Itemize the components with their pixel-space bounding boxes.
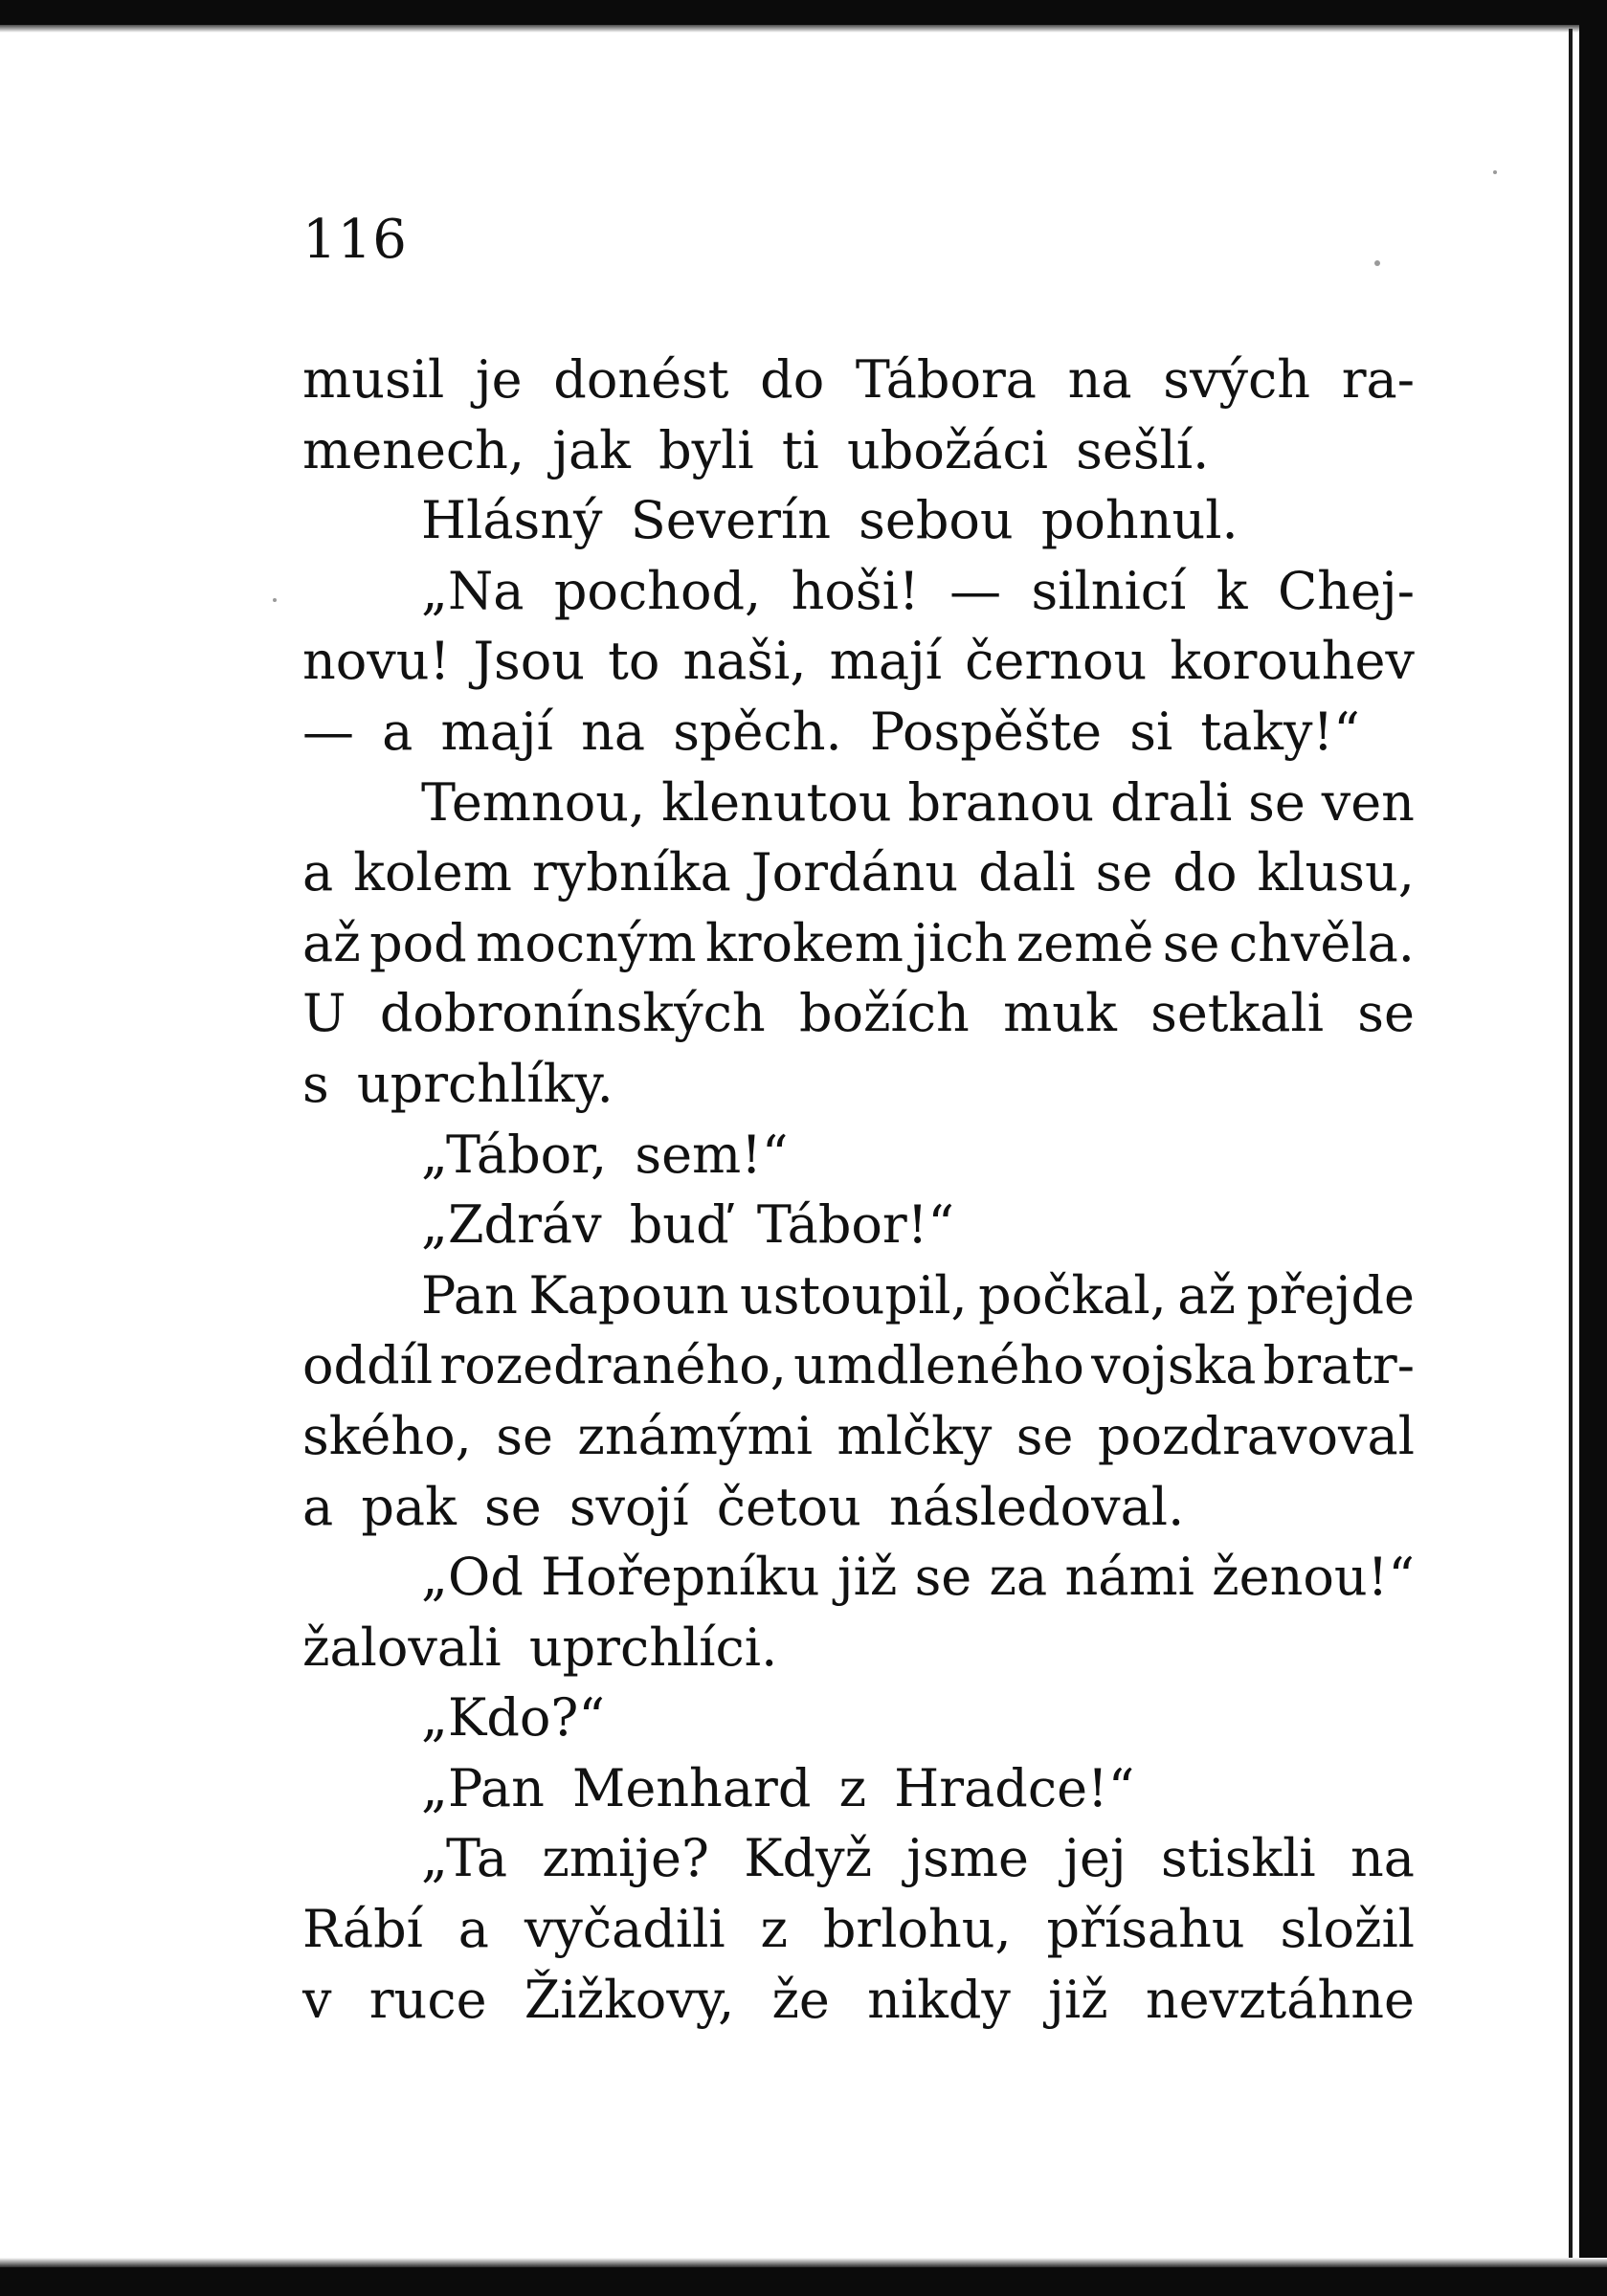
word: Hořepníku	[541, 1547, 820, 1608]
word: vojska	[1091, 1335, 1257, 1396]
text-line	[302, 1894, 1415, 1965]
scan-speck	[1493, 170, 1497, 174]
word: se	[496, 1405, 553, 1466]
scan-top-border	[0, 0, 1607, 25]
word: novu!	[302, 631, 451, 692]
text-line: „Pan Menhard z Hradce!“	[421, 1757, 1135, 1818]
word: —	[949, 560, 1002, 621]
word: námi	[1064, 1547, 1194, 1608]
word: ženou!“	[1212, 1547, 1415, 1608]
text-line	[302, 1823, 1415, 1894]
word: rozedraného,	[439, 1335, 787, 1396]
word: svých	[1163, 349, 1311, 410]
scan-bottom-shadow	[0, 2258, 1607, 2267]
text-line	[302, 626, 1415, 697]
word: Chej-	[1277, 560, 1415, 621]
word: rybníka	[532, 842, 731, 903]
text-line	[302, 345, 1415, 415]
text-line	[302, 837, 1415, 908]
word: „Ta	[421, 1828, 508, 1889]
text-line: „Kdo?“	[421, 1687, 605, 1749]
word: umdleného	[793, 1335, 1084, 1396]
word: naši,	[682, 631, 807, 692]
word: se	[1016, 1405, 1074, 1466]
word: U	[302, 983, 346, 1044]
text-line	[302, 1401, 1415, 1472]
word: pod	[369, 912, 467, 973]
word: Temnou,	[421, 771, 646, 833]
word: že	[771, 1969, 830, 2030]
word: až	[1177, 1264, 1236, 1326]
text-line: „Tábor, sem!“	[421, 1124, 789, 1185]
text-line	[302, 1330, 1415, 1401]
word: silnicí	[1031, 560, 1187, 621]
word: klenutou	[661, 771, 892, 833]
word: ra-	[1341, 349, 1415, 410]
scan-right-rule	[1569, 29, 1573, 2296]
word: černou	[965, 631, 1148, 692]
text-line: žalovali uprchlíci.	[302, 1616, 778, 1678]
word: země	[1016, 912, 1154, 973]
word: se	[1357, 983, 1415, 1044]
word: setkali	[1150, 983, 1324, 1044]
word: nikdy	[867, 1969, 1011, 2030]
word: je	[475, 349, 523, 410]
text-line	[302, 908, 1415, 979]
word: již	[837, 1547, 898, 1608]
word: zmije?	[542, 1828, 709, 1889]
text-line	[302, 768, 1415, 838]
word: již	[1048, 1969, 1108, 2030]
page-number: 116	[302, 209, 408, 271]
word: jsme	[906, 1828, 1029, 1889]
word: ského,	[302, 1405, 472, 1466]
word: to	[608, 631, 660, 692]
word: „Na	[421, 560, 525, 621]
word: brlohu,	[822, 1899, 1012, 1960]
word: pochod,	[553, 560, 762, 621]
word: kolem	[353, 842, 512, 903]
word: mlčky	[837, 1405, 993, 1466]
text-line	[302, 978, 1415, 1049]
scan-speck	[1374, 260, 1380, 266]
scan-top-shadow	[0, 25, 1607, 33]
word: složil	[1280, 1899, 1415, 1960]
word: dobronínských	[379, 983, 766, 1044]
word: přísahu	[1046, 1899, 1245, 1960]
word: k	[1216, 560, 1248, 621]
text-line	[302, 1965, 1415, 2036]
word: krokem	[704, 912, 904, 973]
word: se	[1095, 842, 1153, 903]
word: známými	[577, 1405, 813, 1466]
text-line: — a mají na spěch. Pospěšte si taky!“	[302, 701, 1360, 762]
word: v	[302, 1969, 332, 2030]
word: božích	[798, 983, 970, 1044]
word: na	[1067, 349, 1132, 410]
word: se	[914, 1547, 972, 1608]
text-line: Hlásný Severín sebou pohnul.	[421, 490, 1239, 551]
word: donést	[553, 349, 729, 410]
word: Pan	[421, 1264, 518, 1326]
word: Když	[744, 1828, 873, 1889]
word: Žižkovy,	[524, 1969, 735, 2030]
text-line: „Zdráv buď Tábor!“	[421, 1194, 955, 1256]
body-text	[302, 345, 1415, 2035]
word: nevztáhne	[1145, 1969, 1415, 2030]
text-line	[302, 1542, 1415, 1613]
text-line: s uprchlíky.	[302, 1053, 614, 1114]
word: mají	[829, 631, 943, 692]
text-line	[302, 1260, 1415, 1331]
word: Tábora	[855, 349, 1037, 410]
scan-speck	[273, 598, 277, 602]
word: korouhev	[1170, 631, 1415, 692]
word: „Od	[421, 1547, 524, 1608]
word: jich	[912, 912, 1008, 973]
word: Jsou	[473, 631, 586, 692]
scan-bottom-border	[0, 2267, 1607, 2296]
word: ven	[1321, 771, 1415, 833]
word: jej	[1063, 1828, 1127, 1889]
word: počkal,	[978, 1264, 1167, 1326]
word: z	[760, 1899, 788, 1960]
word: se	[1248, 771, 1306, 833]
word: a	[302, 842, 334, 903]
word: dali	[978, 842, 1076, 903]
word: a	[458, 1899, 489, 1960]
word: ruce	[368, 1969, 487, 2030]
word: branou	[907, 771, 1095, 833]
word: mocným	[476, 912, 697, 973]
text-line: a pak se svojí četou následoval.	[302, 1476, 1185, 1537]
text-line	[302, 556, 1415, 627]
word: Jordánu	[750, 842, 959, 903]
word: Kapoun	[528, 1264, 729, 1326]
word: přejde	[1246, 1264, 1415, 1326]
word: pozdravoval	[1097, 1405, 1415, 1466]
word: do	[1172, 842, 1238, 903]
word: drali	[1110, 771, 1233, 833]
word: za	[989, 1547, 1048, 1608]
word: na	[1350, 1828, 1415, 1889]
word: stiskli	[1161, 1828, 1316, 1889]
word: muk	[1003, 983, 1117, 1044]
word: vyčadili	[524, 1899, 725, 1960]
word: musil	[302, 349, 445, 410]
word: Rábí	[302, 1899, 423, 1960]
word: oddíl	[302, 1335, 434, 1396]
word: bratr-	[1262, 1335, 1415, 1396]
word: do	[760, 349, 825, 410]
word: klusu,	[1257, 842, 1415, 903]
word: až	[302, 912, 361, 973]
word: chvěla.	[1228, 912, 1415, 973]
word: ustoupil,	[739, 1264, 968, 1326]
word: hoši!	[791, 560, 920, 621]
scan-right-border	[1579, 0, 1607, 2296]
text-line: menech, jak byli ti ubožáci sešlí.	[302, 419, 1210, 480]
word: se	[1162, 912, 1220, 973]
